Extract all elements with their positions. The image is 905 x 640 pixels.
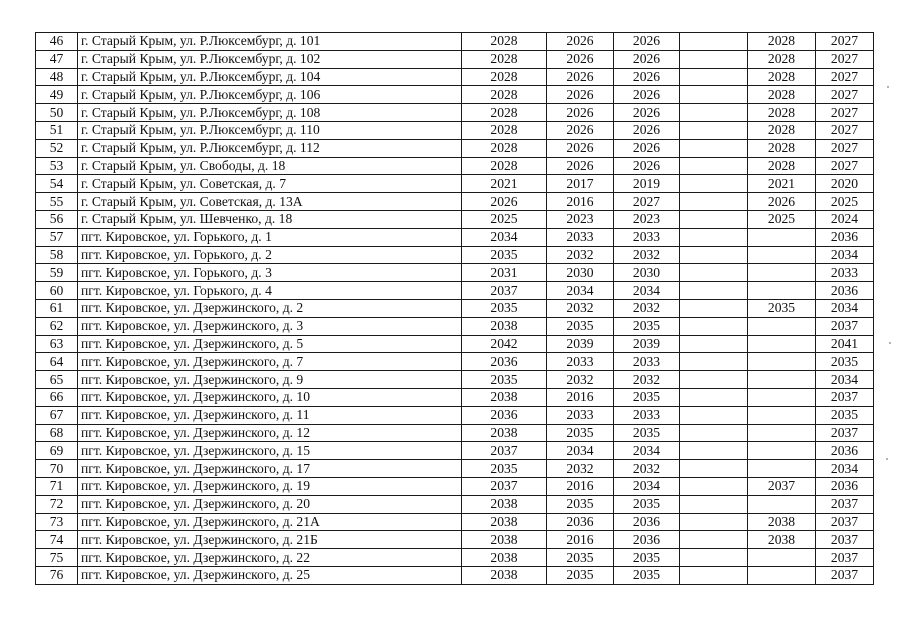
year-3-cell: 2034 bbox=[614, 442, 680, 460]
table-row bbox=[36, 139, 874, 157]
year-4-cell bbox=[680, 495, 748, 513]
year-2-cell: 2035 bbox=[547, 566, 614, 584]
year-4-cell bbox=[680, 86, 748, 104]
year-5-cell: 2026 bbox=[748, 193, 816, 211]
year-4-cell bbox=[680, 371, 748, 389]
year-2-cell: 2035 bbox=[547, 424, 614, 442]
table-row bbox=[36, 566, 874, 584]
address-cell: пгт. Кировское, ул. Дзержинского, д. 17 bbox=[78, 460, 462, 478]
year-5-cell bbox=[748, 335, 816, 353]
year-6-cell: 2037 bbox=[816, 513, 874, 531]
year-3-cell: 2036 bbox=[614, 531, 680, 549]
year-5-cell bbox=[748, 246, 816, 264]
year-4-cell bbox=[680, 406, 748, 424]
table-row bbox=[36, 549, 874, 567]
row-number-cell: 76 bbox=[36, 566, 78, 584]
year-3-cell: 2035 bbox=[614, 495, 680, 513]
table-body bbox=[36, 33, 874, 585]
year-5-cell: 2028 bbox=[748, 121, 816, 139]
table-row bbox=[36, 353, 874, 371]
year-5-cell bbox=[748, 495, 816, 513]
row-number-cell: 59 bbox=[36, 264, 78, 282]
table-row bbox=[36, 388, 874, 406]
year-6-cell: 2027 bbox=[816, 157, 874, 175]
year-6-cell: 2027 bbox=[816, 121, 874, 139]
row-number-cell: 57 bbox=[36, 228, 78, 246]
table-row bbox=[36, 406, 874, 424]
year-2-cell: 2017 bbox=[547, 175, 614, 193]
row-number-cell: 74 bbox=[36, 531, 78, 549]
table-row bbox=[36, 531, 874, 549]
address-cell: пгт. Кировское, ул. Горького, д. 3 bbox=[78, 264, 462, 282]
year-5-cell bbox=[748, 424, 816, 442]
year-3-cell: 2026 bbox=[614, 139, 680, 157]
year-2-cell: 2016 bbox=[547, 388, 614, 406]
year-4-cell bbox=[680, 246, 748, 264]
year-5-cell: 2028 bbox=[748, 139, 816, 157]
year-6-cell: 2025 bbox=[816, 193, 874, 211]
year-3-cell: 2023 bbox=[614, 210, 680, 228]
margin-speck bbox=[886, 458, 888, 460]
table-row bbox=[36, 246, 874, 264]
address-cell: г. Старый Крым, ул. Р.Люксембург, д. 110 bbox=[78, 121, 462, 139]
year-1-cell: 2034 bbox=[462, 228, 547, 246]
year-1-cell: 2025 bbox=[462, 210, 547, 228]
row-number-cell: 50 bbox=[36, 104, 78, 122]
year-2-cell: 2036 bbox=[547, 513, 614, 531]
year-1-cell: 2035 bbox=[462, 246, 547, 264]
address-cell: пгт. Кировское, ул. Горького, д. 2 bbox=[78, 246, 462, 264]
row-number-cell: 53 bbox=[36, 157, 78, 175]
year-3-cell: 2026 bbox=[614, 104, 680, 122]
year-6-cell: 2035 bbox=[816, 353, 874, 371]
year-2-cell: 2026 bbox=[547, 33, 614, 51]
table-row bbox=[36, 121, 874, 139]
year-3-cell: 2034 bbox=[614, 477, 680, 495]
year-1-cell: 2038 bbox=[462, 424, 547, 442]
year-3-cell: 2026 bbox=[614, 33, 680, 51]
year-4-cell bbox=[680, 477, 748, 495]
year-3-cell: 2026 bbox=[614, 68, 680, 86]
year-1-cell: 2021 bbox=[462, 175, 547, 193]
year-2-cell: 2039 bbox=[547, 335, 614, 353]
table-row bbox=[36, 157, 874, 175]
address-cell: пгт. Кировское, ул. Дзержинского, д. 25 bbox=[78, 566, 462, 584]
year-3-cell: 2034 bbox=[614, 282, 680, 300]
margin-speck bbox=[887, 86, 889, 88]
row-number-cell: 47 bbox=[36, 50, 78, 68]
year-2-cell: 2023 bbox=[547, 210, 614, 228]
year-5-cell: 2028 bbox=[748, 157, 816, 175]
year-1-cell: 2028 bbox=[462, 121, 547, 139]
row-number-cell: 65 bbox=[36, 371, 78, 389]
year-6-cell: 2034 bbox=[816, 299, 874, 317]
year-3-cell: 2026 bbox=[614, 157, 680, 175]
year-6-cell: 2037 bbox=[816, 424, 874, 442]
year-4-cell bbox=[680, 175, 748, 193]
year-3-cell: 2019 bbox=[614, 175, 680, 193]
year-4-cell bbox=[680, 442, 748, 460]
year-4-cell bbox=[680, 264, 748, 282]
year-1-cell: 2028 bbox=[462, 86, 547, 104]
year-5-cell: 2035 bbox=[748, 299, 816, 317]
year-4-cell bbox=[680, 424, 748, 442]
address-cell: пгт. Кировское, ул. Дзержинского, д. 9 bbox=[78, 371, 462, 389]
year-1-cell: 2038 bbox=[462, 388, 547, 406]
year-3-cell: 2035 bbox=[614, 424, 680, 442]
row-number-cell: 71 bbox=[36, 477, 78, 495]
year-4-cell bbox=[680, 282, 748, 300]
year-5-cell bbox=[748, 228, 816, 246]
year-4-cell bbox=[680, 139, 748, 157]
year-2-cell: 2032 bbox=[547, 299, 614, 317]
year-6-cell: 2027 bbox=[816, 139, 874, 157]
year-4-cell bbox=[680, 210, 748, 228]
table-row bbox=[36, 495, 874, 513]
year-6-cell: 2037 bbox=[816, 495, 874, 513]
table-row bbox=[36, 175, 874, 193]
year-4-cell bbox=[680, 121, 748, 139]
year-1-cell: 2038 bbox=[462, 513, 547, 531]
year-3-cell: 2033 bbox=[614, 353, 680, 371]
year-5-cell: 2021 bbox=[748, 175, 816, 193]
year-5-cell bbox=[748, 353, 816, 371]
margin-speck bbox=[889, 342, 891, 344]
table-row bbox=[36, 104, 874, 122]
row-number-cell: 55 bbox=[36, 193, 78, 211]
table-row bbox=[36, 50, 874, 68]
year-5-cell bbox=[748, 264, 816, 282]
table-row bbox=[36, 460, 874, 478]
address-cell: пгт. Кировское, ул. Дзержинского, д. 11 bbox=[78, 406, 462, 424]
year-3-cell: 2030 bbox=[614, 264, 680, 282]
year-2-cell: 2026 bbox=[547, 68, 614, 86]
year-6-cell: 2037 bbox=[816, 531, 874, 549]
year-5-cell bbox=[748, 388, 816, 406]
year-1-cell: 2035 bbox=[462, 299, 547, 317]
address-cell: пгт. Кировское, ул. Горького, д. 1 bbox=[78, 228, 462, 246]
year-2-cell: 2032 bbox=[547, 246, 614, 264]
year-5-cell: 2028 bbox=[748, 33, 816, 51]
address-cell: г. Старый Крым, ул. Советская, д. 13А bbox=[78, 193, 462, 211]
year-1-cell: 2036 bbox=[462, 353, 547, 371]
year-5-cell: 2038 bbox=[748, 513, 816, 531]
year-1-cell: 2038 bbox=[462, 495, 547, 513]
address-cell: пгт. Кировское, ул. Дзержинского, д. 21Б bbox=[78, 531, 462, 549]
address-cell: г. Старый Крым, ул. Р.Люксембург, д. 101 bbox=[78, 33, 462, 51]
year-4-cell bbox=[680, 335, 748, 353]
address-cell: г. Старый Крым, ул. Р.Люксембург, д. 104 bbox=[78, 68, 462, 86]
year-2-cell: 2026 bbox=[547, 104, 614, 122]
year-6-cell: 2020 bbox=[816, 175, 874, 193]
year-6-cell: 2027 bbox=[816, 68, 874, 86]
year-4-cell bbox=[680, 460, 748, 478]
address-cell: пгт. Кировское, ул. Дзержинского, д. 19 bbox=[78, 477, 462, 495]
year-2-cell: 2035 bbox=[547, 495, 614, 513]
year-5-cell bbox=[748, 442, 816, 460]
table-row bbox=[36, 282, 874, 300]
year-6-cell: 2027 bbox=[816, 86, 874, 104]
year-5-cell: 2025 bbox=[748, 210, 816, 228]
address-cell: г. Старый Крым, ул. Р.Люксембург, д. 102 bbox=[78, 50, 462, 68]
address-cell: пгт. Кировское, ул. Дзержинского, д. 22 bbox=[78, 549, 462, 567]
year-1-cell: 2038 bbox=[462, 531, 547, 549]
address-cell: пгт. Кировское, ул. Дзержинского, д. 15 bbox=[78, 442, 462, 460]
year-6-cell: 2037 bbox=[816, 388, 874, 406]
year-2-cell: 2033 bbox=[547, 228, 614, 246]
year-3-cell: 2036 bbox=[614, 513, 680, 531]
address-cell: пгт. Кировское, ул. Дзержинского, д. 10 bbox=[78, 388, 462, 406]
year-3-cell: 2027 bbox=[614, 193, 680, 211]
year-1-cell: 2038 bbox=[462, 566, 547, 584]
year-1-cell: 2035 bbox=[462, 371, 547, 389]
year-5-cell bbox=[748, 549, 816, 567]
table-row bbox=[36, 86, 874, 104]
table-row bbox=[36, 335, 874, 353]
address-cell: г. Старый Крым, ул. Шевченко, д. 18 bbox=[78, 210, 462, 228]
table-row bbox=[36, 228, 874, 246]
year-2-cell: 2033 bbox=[547, 406, 614, 424]
year-3-cell: 2026 bbox=[614, 121, 680, 139]
year-6-cell: 2037 bbox=[816, 566, 874, 584]
year-2-cell: 2035 bbox=[547, 317, 614, 335]
row-number-cell: 67 bbox=[36, 406, 78, 424]
year-1-cell: 2042 bbox=[462, 335, 547, 353]
year-6-cell: 2024 bbox=[816, 210, 874, 228]
address-cell: г. Старый Крым, ул. Р.Люксембург, д. 106 bbox=[78, 86, 462, 104]
year-2-cell: 2032 bbox=[547, 460, 614, 478]
year-6-cell: 2034 bbox=[816, 246, 874, 264]
row-number-cell: 61 bbox=[36, 299, 78, 317]
table-row bbox=[36, 264, 874, 282]
table-row bbox=[36, 513, 874, 531]
year-3-cell: 2032 bbox=[614, 299, 680, 317]
row-number-cell: 48 bbox=[36, 68, 78, 86]
year-2-cell: 2016 bbox=[547, 193, 614, 211]
year-6-cell: 2027 bbox=[816, 50, 874, 68]
year-6-cell: 2033 bbox=[816, 264, 874, 282]
year-5-cell: 2038 bbox=[748, 531, 816, 549]
year-5-cell bbox=[748, 282, 816, 300]
table-row bbox=[36, 33, 874, 51]
year-2-cell: 2034 bbox=[547, 442, 614, 460]
year-4-cell bbox=[680, 68, 748, 86]
year-6-cell: 2037 bbox=[816, 317, 874, 335]
year-4-cell bbox=[680, 566, 748, 584]
row-number-cell: 75 bbox=[36, 549, 78, 567]
year-1-cell: 2028 bbox=[462, 157, 547, 175]
year-4-cell bbox=[680, 104, 748, 122]
row-number-cell: 62 bbox=[36, 317, 78, 335]
address-cell: пгт. Кировское, ул. Дзержинского, д. 5 bbox=[78, 335, 462, 353]
row-number-cell: 63 bbox=[36, 335, 78, 353]
address-cell: г. Старый Крым, ул. Свободы, д. 18 bbox=[78, 157, 462, 175]
year-6-cell: 2041 bbox=[816, 335, 874, 353]
year-3-cell: 2033 bbox=[614, 228, 680, 246]
year-5-cell bbox=[748, 317, 816, 335]
year-4-cell bbox=[680, 157, 748, 175]
row-number-cell: 66 bbox=[36, 388, 78, 406]
row-number-cell: 49 bbox=[36, 86, 78, 104]
address-cell: пгт. Кировское, ул. Дзержинского, д. 21А bbox=[78, 513, 462, 531]
year-1-cell: 2037 bbox=[462, 477, 547, 495]
year-1-cell: 2037 bbox=[462, 282, 547, 300]
row-number-cell: 58 bbox=[36, 246, 78, 264]
row-number-cell: 68 bbox=[36, 424, 78, 442]
row-number-cell: 69 bbox=[36, 442, 78, 460]
year-2-cell: 2032 bbox=[547, 371, 614, 389]
year-1-cell: 2036 bbox=[462, 406, 547, 424]
year-3-cell: 2033 bbox=[614, 406, 680, 424]
table-row bbox=[36, 424, 874, 442]
year-6-cell: 2036 bbox=[816, 477, 874, 495]
repair-schedule-table bbox=[35, 32, 874, 585]
table-row bbox=[36, 477, 874, 495]
year-5-cell: 2028 bbox=[748, 50, 816, 68]
row-number-cell: 73 bbox=[36, 513, 78, 531]
year-5-cell: 2028 bbox=[748, 104, 816, 122]
year-2-cell: 2016 bbox=[547, 531, 614, 549]
year-5-cell bbox=[748, 566, 816, 584]
year-3-cell: 2032 bbox=[614, 246, 680, 264]
row-number-cell: 60 bbox=[36, 282, 78, 300]
year-2-cell: 2026 bbox=[547, 139, 614, 157]
address-cell: г. Старый Крым, ул. Р.Люксембург, д. 112 bbox=[78, 139, 462, 157]
year-4-cell bbox=[680, 513, 748, 531]
year-4-cell bbox=[680, 549, 748, 567]
year-1-cell: 2035 bbox=[462, 460, 547, 478]
table-row bbox=[36, 193, 874, 211]
year-1-cell: 2028 bbox=[462, 68, 547, 86]
year-1-cell: 2038 bbox=[462, 549, 547, 567]
year-2-cell: 2026 bbox=[547, 86, 614, 104]
year-4-cell bbox=[680, 50, 748, 68]
year-2-cell: 2026 bbox=[547, 157, 614, 175]
year-3-cell: 2035 bbox=[614, 388, 680, 406]
year-4-cell bbox=[680, 228, 748, 246]
table-row bbox=[36, 371, 874, 389]
table-row bbox=[36, 299, 874, 317]
year-3-cell: 2039 bbox=[614, 335, 680, 353]
year-4-cell bbox=[680, 193, 748, 211]
row-number-cell: 56 bbox=[36, 210, 78, 228]
year-3-cell: 2026 bbox=[614, 50, 680, 68]
year-2-cell: 2035 bbox=[547, 549, 614, 567]
year-6-cell: 2036 bbox=[816, 282, 874, 300]
year-6-cell: 2037 bbox=[816, 549, 874, 567]
address-cell: г. Старый Крым, ул. Советская, д. 7 bbox=[78, 175, 462, 193]
address-cell: пгт. Кировское, ул. Дзержинского, д. 3 bbox=[78, 317, 462, 335]
year-1-cell: 2038 bbox=[462, 317, 547, 335]
row-number-cell: 64 bbox=[36, 353, 78, 371]
row-number-cell: 51 bbox=[36, 121, 78, 139]
year-2-cell: 2033 bbox=[547, 353, 614, 371]
year-3-cell: 2032 bbox=[614, 371, 680, 389]
row-number-cell: 70 bbox=[36, 460, 78, 478]
year-1-cell: 2028 bbox=[462, 139, 547, 157]
year-4-cell bbox=[680, 33, 748, 51]
year-4-cell bbox=[680, 317, 748, 335]
year-5-cell bbox=[748, 406, 816, 424]
year-3-cell: 2035 bbox=[614, 317, 680, 335]
year-5-cell: 2028 bbox=[748, 68, 816, 86]
year-1-cell: 2028 bbox=[462, 104, 547, 122]
table-row bbox=[36, 317, 874, 335]
year-4-cell bbox=[680, 353, 748, 371]
year-1-cell: 2037 bbox=[462, 442, 547, 460]
year-5-cell: 2028 bbox=[748, 86, 816, 104]
address-cell: пгт. Кировское, ул. Дзержинского, д. 12 bbox=[78, 424, 462, 442]
year-2-cell: 2030 bbox=[547, 264, 614, 282]
address-cell: пгт. Кировское, ул. Дзержинского, д. 20 bbox=[78, 495, 462, 513]
year-4-cell bbox=[680, 299, 748, 317]
year-3-cell: 2035 bbox=[614, 549, 680, 567]
year-5-cell bbox=[748, 371, 816, 389]
year-1-cell: 2028 bbox=[462, 50, 547, 68]
year-6-cell: 2035 bbox=[816, 406, 874, 424]
year-3-cell: 2026 bbox=[614, 86, 680, 104]
row-number-cell: 72 bbox=[36, 495, 78, 513]
year-2-cell: 2026 bbox=[547, 50, 614, 68]
year-6-cell: 2034 bbox=[816, 371, 874, 389]
year-6-cell: 2027 bbox=[816, 104, 874, 122]
table-row bbox=[36, 68, 874, 86]
year-4-cell bbox=[680, 388, 748, 406]
year-1-cell: 2031 bbox=[462, 264, 547, 282]
year-2-cell: 2034 bbox=[547, 282, 614, 300]
year-2-cell: 2026 bbox=[547, 121, 614, 139]
document-page bbox=[35, 32, 874, 585]
year-6-cell: 2034 bbox=[816, 460, 874, 478]
address-cell: пгт. Кировское, ул. Горького, д. 4 bbox=[78, 282, 462, 300]
year-6-cell: 2036 bbox=[816, 442, 874, 460]
row-number-cell: 52 bbox=[36, 139, 78, 157]
year-2-cell: 2016 bbox=[547, 477, 614, 495]
table-row bbox=[36, 442, 874, 460]
year-6-cell: 2036 bbox=[816, 228, 874, 246]
year-5-cell: 2037 bbox=[748, 477, 816, 495]
year-5-cell bbox=[748, 460, 816, 478]
address-cell: пгт. Кировское, ул. Дзержинского, д. 2 bbox=[78, 299, 462, 317]
row-number-cell: 46 bbox=[36, 33, 78, 51]
table-row bbox=[36, 210, 874, 228]
row-number-cell: 54 bbox=[36, 175, 78, 193]
address-cell: г. Старый Крым, ул. Р.Люксембург, д. 108 bbox=[78, 104, 462, 122]
year-3-cell: 2035 bbox=[614, 566, 680, 584]
year-1-cell: 2026 bbox=[462, 193, 547, 211]
year-1-cell: 2028 bbox=[462, 33, 547, 51]
year-6-cell: 2027 bbox=[816, 33, 874, 51]
year-3-cell: 2032 bbox=[614, 460, 680, 478]
address-cell: пгт. Кировское, ул. Дзержинского, д. 7 bbox=[78, 353, 462, 371]
year-4-cell bbox=[680, 531, 748, 549]
